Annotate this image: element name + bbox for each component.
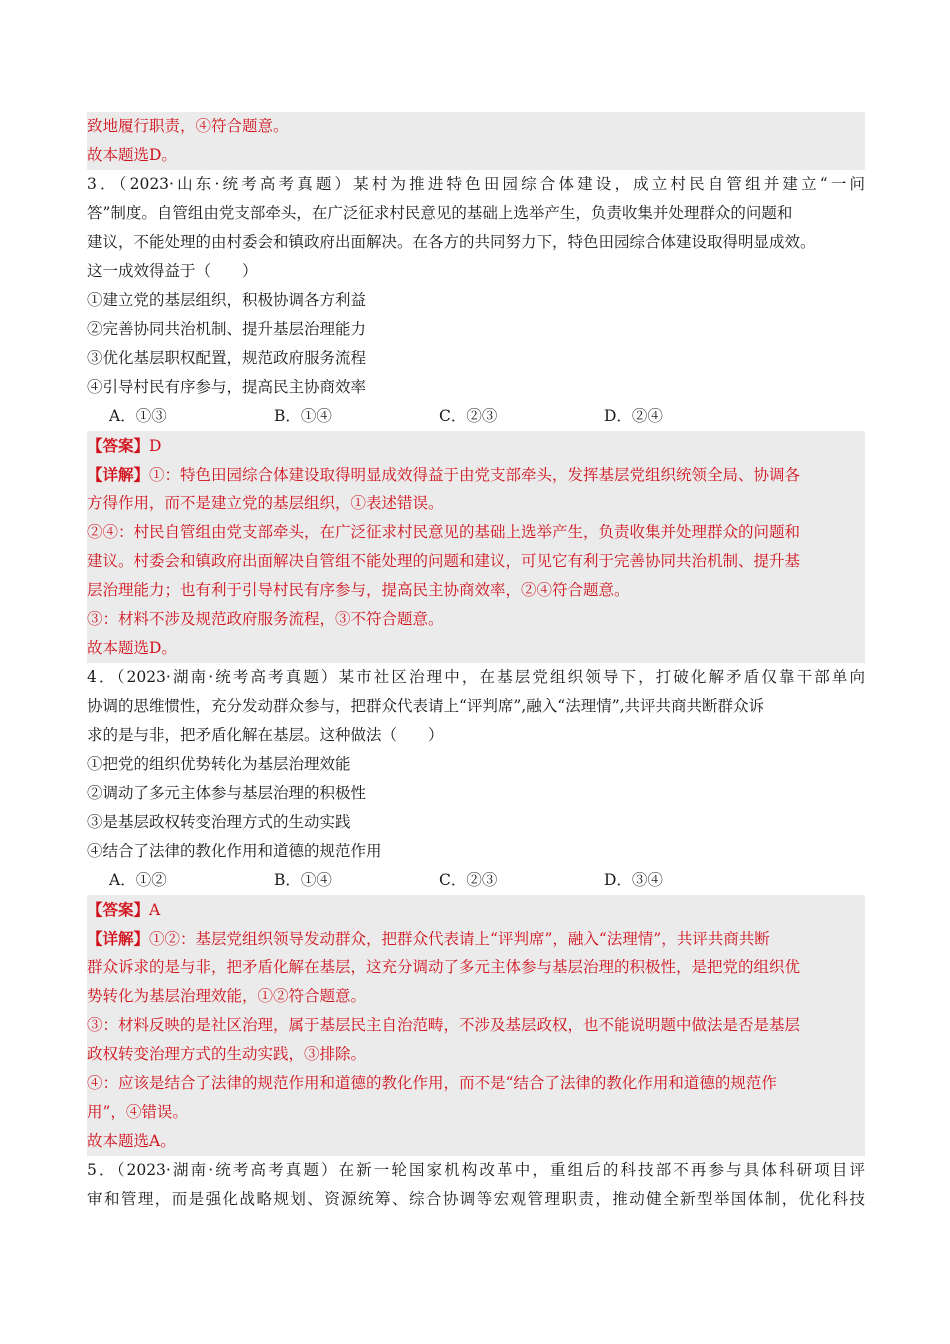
answer-value: A [149,901,161,919]
choice-b: B．①④ [274,407,332,425]
choice-b: B．①④ [274,871,332,889]
detail-text: ①：特色田园综合体建设取得明显成效得益于由党支部牵头，发挥基层党组织统领全局、协调各 [149,466,801,484]
detail-line: 用”，④错误。 [87,1098,865,1127]
question-stem-line: 3．（2023·山东·统考高考真题）某村为推进特色田园综合体建设，成立村民自管组并建立“一问 [87,175,865,193]
choice-c: C．②③ [439,407,498,425]
question-stem-line: 审和管理，而是强化战略规划、资源统筹、综合协调等宏观管理职责，推动健全新型举国体制，优化科技 [87,1190,865,1208]
detail-line: 建议。村委会和镇政府出面解决自管组不能处理的问题和建议，可见它有利于完善协同共治机制、提升基 [87,547,865,576]
answer-label: 【答案】 [87,436,150,455]
explanation-line: 致地履行职责，④符合题意。 [87,112,865,141]
detail-line [87,460,865,489]
choice-c: C．②③ [439,871,498,889]
detail-line: ③：材料反映的是社区治理，属于基层民主自治范畴，不涉及基层政权，也不能说明题中做法是否是基层 [87,1011,865,1040]
option-statement: ①把党的组织优势转化为基层治理效能 [87,755,351,773]
option-statement: ②完善协同共治机制、提升基层治理能力 [87,320,367,338]
option-statement: ④结合了法律的教化作用和道德的规范作用 [87,842,382,860]
answer-line [87,431,865,460]
option-statement: ①建立党的基层组织，积极协调各方利益 [87,291,367,309]
choice-d: D．②④ [604,407,663,425]
answer-line [87,895,865,924]
conclusion-line: 故本题选D。 [87,141,865,170]
question-4 [87,663,865,1156]
question-stem-line: 协调的思维惯性，充分发动群众参与，把群众代表请上“评判席”,融入“法理情”,共评共商共断群众诉 [87,697,765,715]
document-body [87,112,865,1214]
question-stem-line: 这一成效得益于（ ） [87,262,258,280]
question-5 [87,1156,865,1214]
question-stem-line: 建议，不能处理的由村委会和镇政府出面解决。在各方的共同努力下，特色田园综合体建设取得明显成效。 [87,233,816,251]
answer-label: 【答案】 [87,900,150,919]
detail-line: 群众诉求的是与非，把矛盾化解在基层，这充分调动了多元主体参与基层治理的积极性，是把党的组织优 [87,953,865,982]
answer-choices [87,402,865,431]
detail-line: ②④：村民自管组由党支部牵头，在广泛征求村民意见的基础上选举产生，负责收集并处理群众的问题和 [87,518,865,547]
detail-line: 政权转变治理方式的生动实践，③排除。 [87,1040,865,1069]
conclusion-line: 故本题选A。 [87,1127,865,1156]
detail-label: 【详解】 [87,929,150,948]
choice-a: A．①② [109,871,167,889]
detail-label: 【详解】 [87,465,150,484]
question-stem-line: 求的是与非，把矛盾化解在基层。这种做法（ ） [87,726,444,744]
question-stem-line: 答”制度。自管组由党支部牵头，在广泛征求村民意见的基础上选举产生，负责收集并处理群众的问题和 [87,204,793,222]
question-stem-line: 4．（2023·湖南·统考高考真题）某市社区治理中，在基层党组织领导下，打破化解矛盾仅靠干部单向 [87,668,865,686]
option-statement: ④引导村民有序参与，提高民主协商效率 [87,378,367,396]
detail-line: ③：材料不涉及规范政府服务流程，③不符合题意。 [87,605,865,634]
answer-value: D [149,437,162,455]
option-statement: ③是基层政权转变治理方式的生动实践 [87,813,351,831]
detail-line: 势转化为基层治理效能，①②符合题意。 [87,982,865,1011]
detail-line: 方得作用，而不是建立党的基层组织，①表述错误。 [87,489,865,518]
detail-line: ④：应该是结合了法律的规范作用和道德的教化作用，而不是“结合了法律的教化作用和道德的规范作 [87,1069,865,1098]
detail-line: 层治理能力；也有利于引导村民有序参与，提高民主协商效率，②④符合题意。 [87,576,865,605]
choice-d: D．③④ [604,871,663,889]
conclusion-line: 故本题选D。 [87,634,865,663]
detail-text: ①②：基层党组织领导发动群众，把群众代表请上“评判席”，融入“法理情”，共评共商共断 [149,930,770,948]
detail-line [87,924,865,953]
option-statement: ②调动了多元主体参与基层治理的积极性 [87,784,367,802]
question-stem-line: 5．（2023·湖南·统考高考真题）在新一轮国家机构改革中，重组后的科技部不再参与具体科研项目评 [87,1161,865,1179]
answer-choices [87,866,865,895]
question-3 [87,170,865,663]
choice-a: A．①③ [109,407,167,425]
option-statement: ③优化基层职权配置，规范政府服务流程 [87,349,367,367]
